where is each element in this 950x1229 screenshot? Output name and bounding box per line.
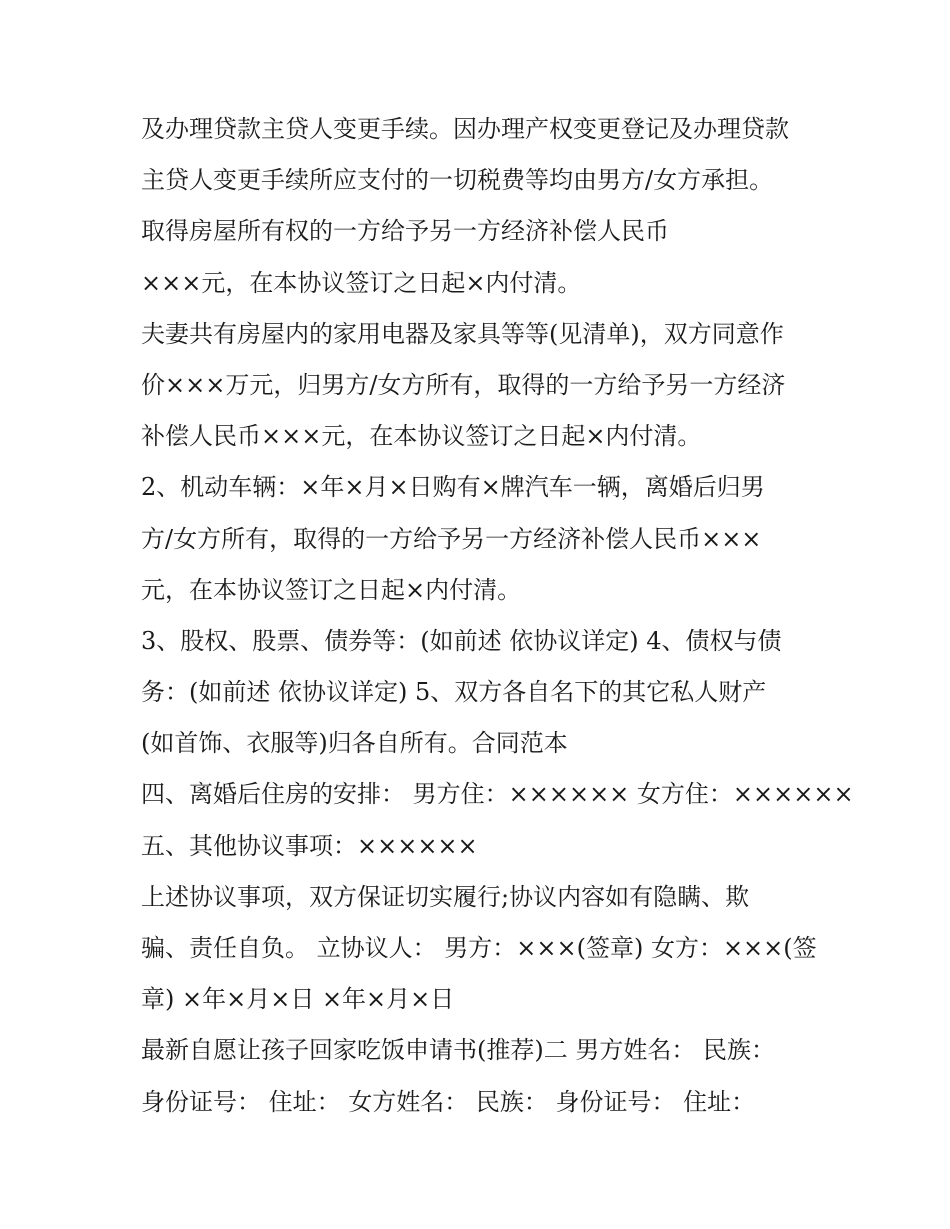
text-line: 及办理贷款主贷人变更手续。因办理产权变更登记及办理贷款 xyxy=(141,115,789,143)
text-line: 3、股权、股票、债券等：(如前述 依协议详定) 4、债权与债 xyxy=(141,626,782,655)
text-line: (如首饰、衣服等)归各自所有。合同范本 xyxy=(141,729,568,758)
text-line: 夫妻共有房屋内的家用电器及家具等等(见清单)，双方同意作 xyxy=(141,319,784,348)
text-line: 身份证号： 住址： 女方姓名： 民族： 身份证号： 住址： xyxy=(141,1087,756,1116)
text-line: 务：(如前述 依协议详定) 5、双方各自名下的其它私人财产 xyxy=(141,678,767,707)
text-line: ×××元，在本协议签订之日起×内付清。 xyxy=(141,268,582,297)
text-line: 主贷人变更手续所应支付的一切税费等均由男方/女方承担。 xyxy=(141,166,774,195)
text-line: 最新自愿让孩子回家吃饭申请书(推荐)二 男方姓名： 民族： xyxy=(141,1036,775,1065)
text-line: 五、其他协议事项：×××××× xyxy=(141,831,478,860)
text-line: 上述协议事项，双方保证切实履行;协议内容如有隐瞒、欺 xyxy=(141,882,750,911)
text-line: 补偿人民币×××元，在本协议签订之日起×内付清。 xyxy=(141,422,702,451)
text-line: 价×××万元，归男方/女方所有，取得的一方给予另一方经济 xyxy=(141,370,786,399)
text-line: 取得房屋所有权的一方给予另一方经济补偿人民币 xyxy=(141,217,669,246)
text-line: 元，在本协议签订之日起×内付清。 xyxy=(141,575,522,604)
text-line: 章) ×年×月×日 ×年×月×日 xyxy=(141,985,455,1014)
text-line: 骗、责任自负。 立协议人： 男方：×××(签章) 女方：×××(签 xyxy=(141,934,817,962)
text-line: 2、机动车辆：×年×月×日购有×牌汽车一辆，离婚后归男 xyxy=(141,473,765,502)
text-line: 四、离婚后住房的安排： 男方住：×××××× 女方住：×××××× xyxy=(141,780,854,809)
text-line: 方/女方所有，取得的一方给予另一方经济补偿人民币××× xyxy=(141,524,762,553)
document-body xyxy=(141,104,854,1128)
